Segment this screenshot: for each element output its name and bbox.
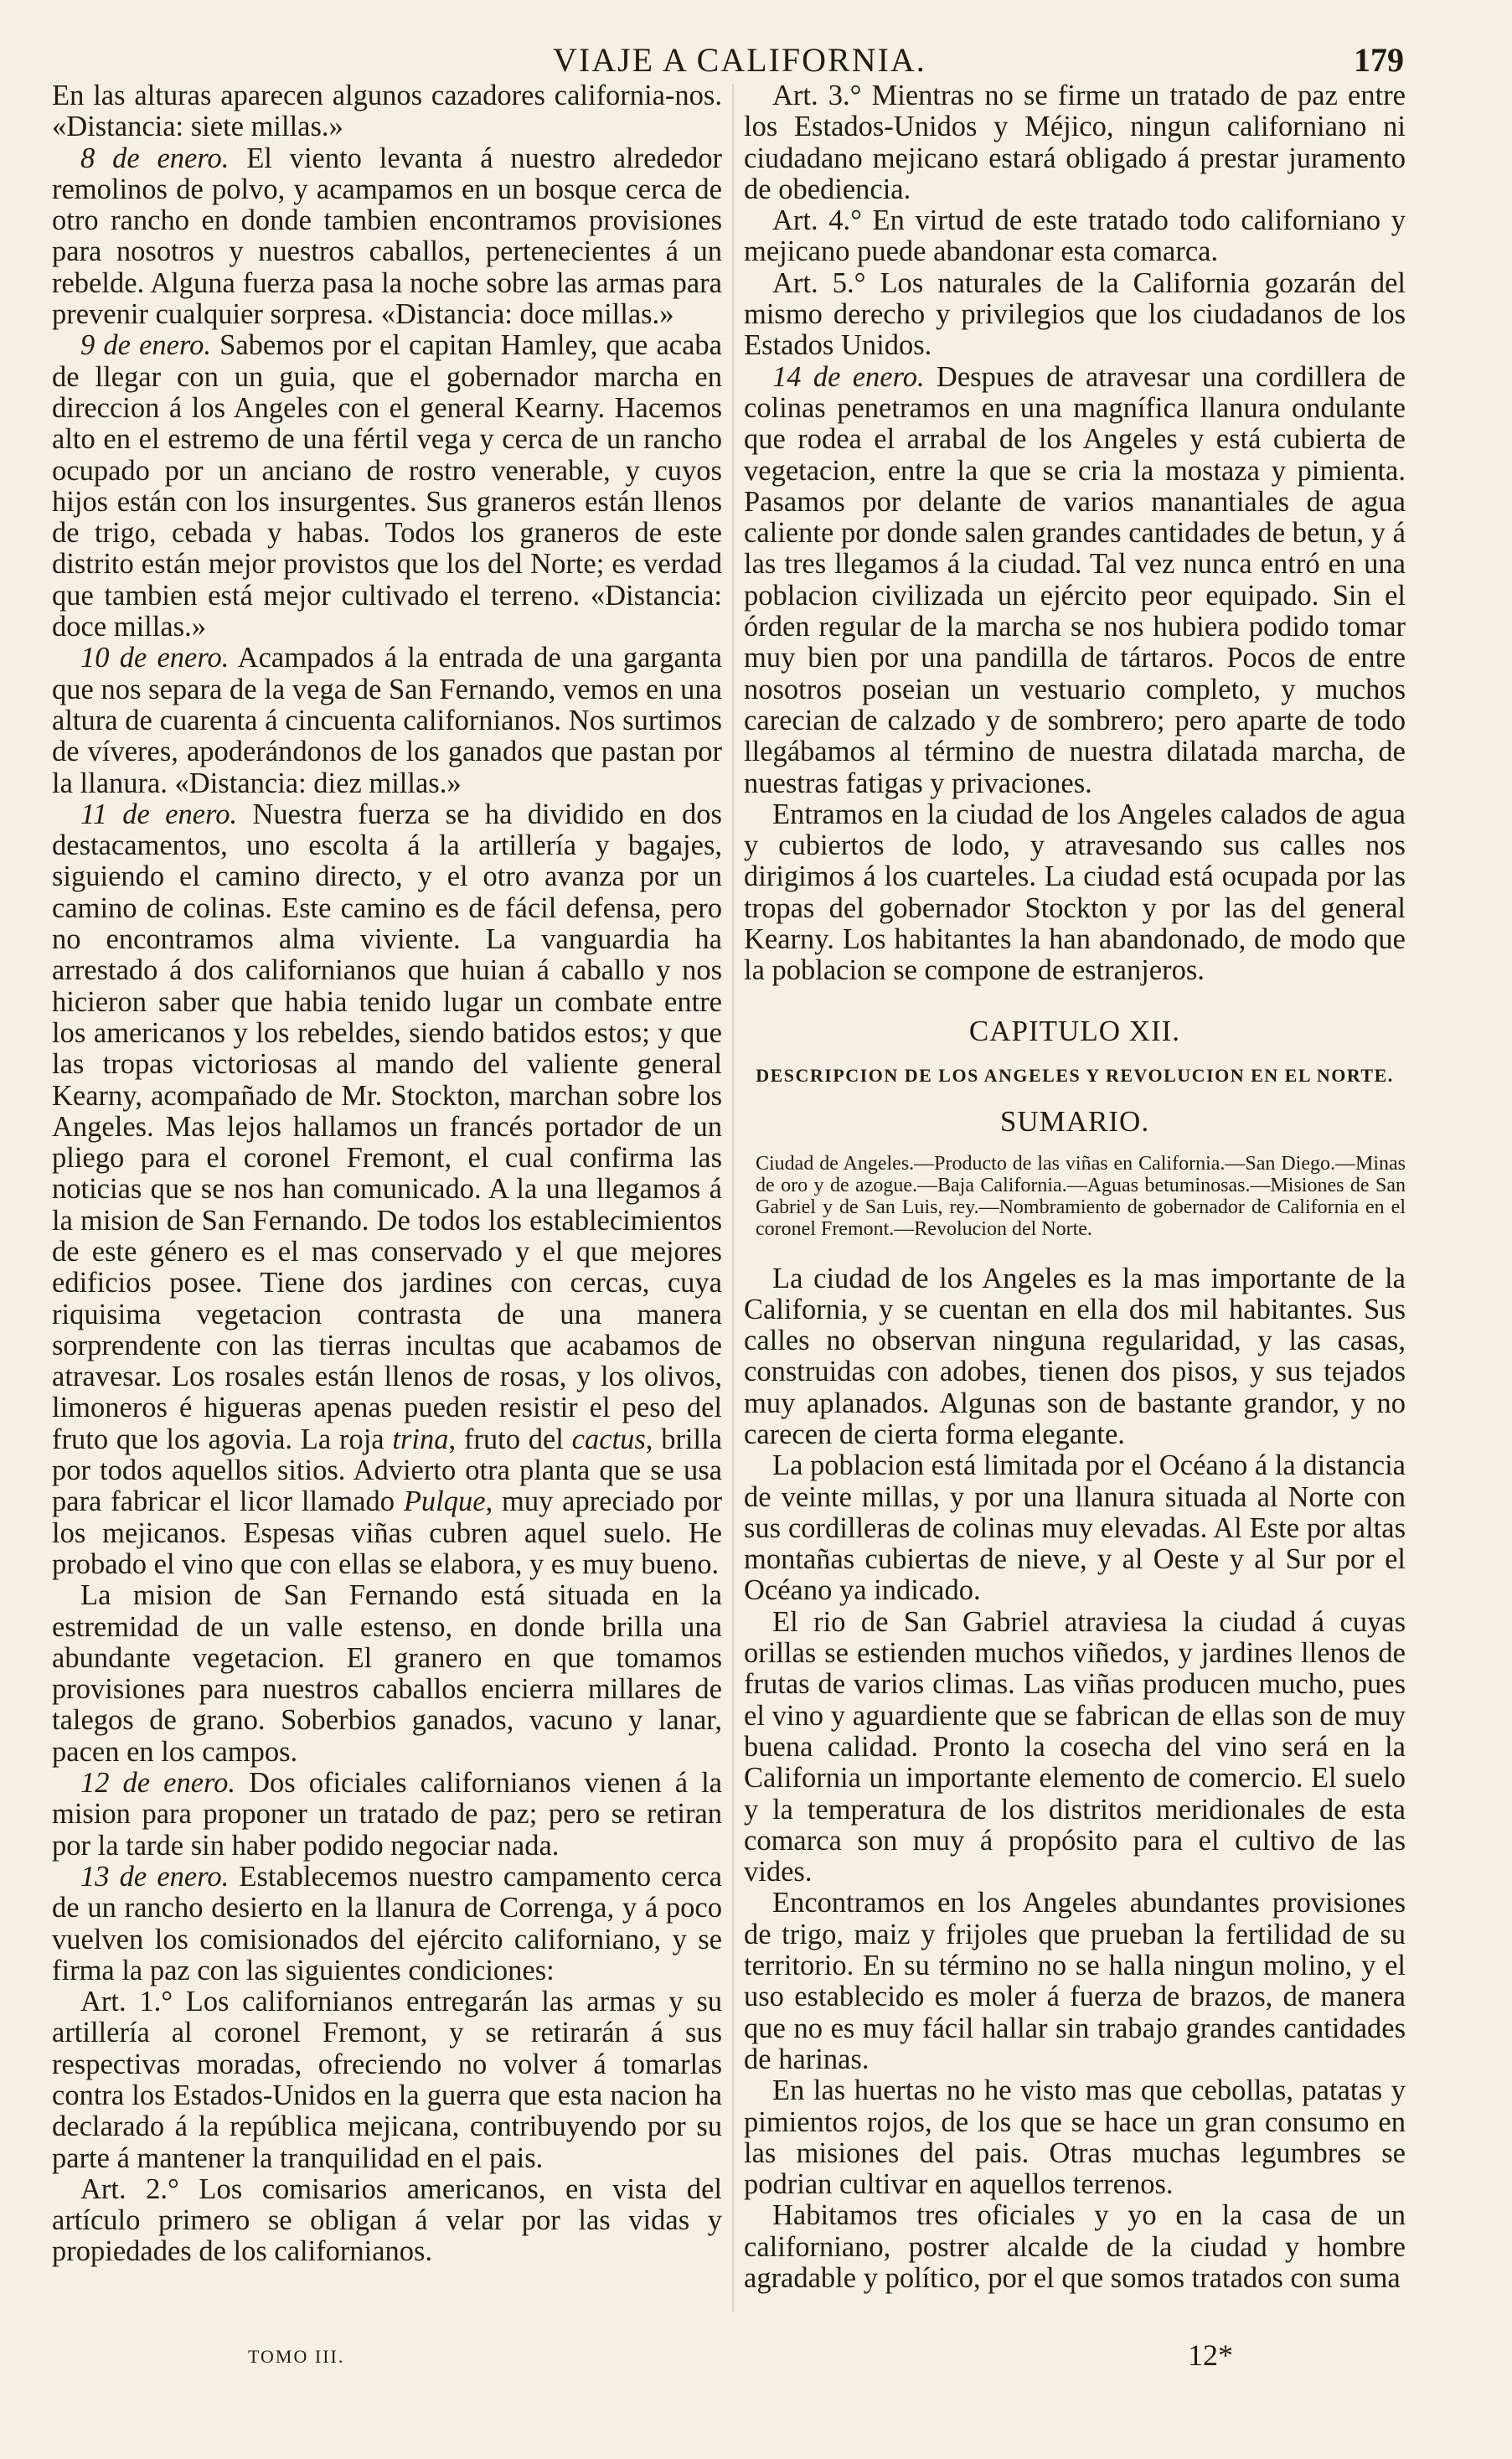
paragraph: Entramos en la ciudad de los Angeles calados de agua y cubiertos de lodo, y atravesando sus calles nos dirigimos á los cuarteles. La ciudad está ocupada por las tropas del gobernador Stockton y por las del general Kearny. Los habitantes la han abandonado, de modo que la poblacion se compone de estranjeros. (744, 798, 1406, 987)
paragraph (52, 143, 722, 331)
chapter-subtitle: DESCRIPCION DE LOS ANGELES Y REVOLUCION EN EL NORTE. (756, 1064, 1394, 1086)
paragraph: Art. 1.° Los californianos entregarán las armas y su artillería al coronel Fremont, y se retirarán á sus respectivas moradas, ofreciendo no volver á tomarlas contra los Estados-Unidos en la guerra que esta nacion ha declarado á la república mejicana, contribuyendo por su parte á mantener la tranquilidad en el pais. (52, 1986, 722, 2174)
date-label: 12 de enero. (80, 1767, 236, 1800)
left-column (52, 80, 722, 2268)
page-header (0, 30, 1512, 80)
paragraph-text: , brilla por todos aquellos sitios. Advierto otra planta que se usa para fabricar el licor llamado (52, 1423, 723, 1518)
paragraph: Art. 2.° Los comisarios americanos, en vista del artículo primero se obligan á velar por las vidas y propiedades de los californianos. (52, 2172, 722, 2268)
paragraph-text: Nuestra fuerza se ha dividido en dos destacamentos, uno escolta á la artillería y bagajes, siguiendo el camino directo, y el otro avanza por un camino de colinas. Este camino es de fácil defensa, pero no encontramos alma viviente. La vanguardia ha arrestado á dos californianos que huian á caballo y nos hicieron saber que habia tenido lugar un combate entre los americanos y los rebeldes, siendo batidos estos; y que las tropas victoriosas al mando del valiente general Kearny, acompañado de Mr. Stockton, marchan sobre los Angeles. Mas lejos hallamos un francés portador de un pliego para el coronel Fremont, el cual confirma las noticias que se nos han comunicado. A la una llegamos á la mision de San Fernando. De todos los establecimientos de este género es el mas conservado y el que mejores edificios posee. Tiene dos jardines con cercas, cuya riquisima vegetacion contrasta de una manera sorprendente con las tierras incultas que acabamos de atravesar. Los rosales están llenos de rosas, y los olivos, limoneros é higueras apenas pueden resistir el peso del fruto que los agovia. La roja (52, 798, 722, 1455)
column-divider (732, 84, 734, 2312)
paragraph: La ciudad de los Angeles es la mas importante de la California, y se cuentan en ella dos mil habitantes. Sus calles no observan ninguna regularidad, y las casas, construidas con adobes, tienen dos pisos, y sus tejados muy aplanados. Algunas son de bastante grandor, y no carecen de cierta forma elegante. (744, 1262, 1406, 1450)
paragraph: La poblacion está limitada por el Océano á la distancia de veinte millas, y por una llanura situada al Norte con sus cordilleras de colinas muy elevadas. Al Este por altas montañas cubiertas de nieve, y al Oeste y al Sur por el Océano ya indicado. (744, 1449, 1406, 1607)
page-number: 179 (1354, 41, 1404, 79)
paragraph: En las huertas no he visto mas que cebollas, patatas y pimientos rojos, de los que se hace un gran consumo en las misiones del pais. Otras muchas legumbres se podrian cultivar en aquellos terrenos. (744, 2074, 1406, 2201)
paragraph: Habitamos tres oficiales y yo en la casa de un californiano, postrer alcalde de la ciudad y hombre agradable y político, por el que somos tratados con suma (744, 2199, 1406, 2294)
running-head: VIAJE A CALIFORNIA. (553, 41, 926, 79)
paragraph: Art. 5.° Los naturales de la California gozarán del mismo derecho y privilegios que los ciudadanos de los Estados Unidos. (744, 266, 1406, 362)
paragraph (52, 330, 722, 643)
paragraph (744, 362, 1406, 799)
paragraph-text: Despues de atravesar una cordillera de colinas penetramos en una magnífica llanura ondulante que rodea el arrabal de los Angeles y está cubierta de vegetacion, entre la que se cria la mostaza y pimienta. Pasamos por delante de varios manantiales de agua caliente por donde salen grandes cantidades de betun, y á las tres llegamos á la ciudad. Tal vez nunca entró en una poblacion civilizada un ejército peor equipado. Sin el órden regular de la marcha se nos hubiera podido tomar muy bien por una pandilla de tártaros. Pocos de entre nosotros poseian un vestuario completo, y muchos carecian de calzado y de sombrero; pero aparte de todo llegábamos al término de nuestra dilatada marcha, de nuestras fatigas y privaciones. (744, 360, 1406, 799)
paragraph-text: Dos oficiales californianos vienen á la mision para proponer un tratado de paz; pero se retiran por la tarde sin haber podido negociar nada. (52, 1767, 722, 1862)
paragraph-text: Establecemos nuestro campamento cerca de un rancho desierto en la llanura de Correnga, y á poco vuelven los comisionados del ejército californiano, y se firma la paz con las siguientes condiciones: (52, 1860, 722, 1986)
paragraph-text: , fruto del (448, 1423, 572, 1455)
date-label: 8 de enero. (80, 142, 230, 174)
date-label: 11 de enero. (80, 798, 238, 830)
paragraph (52, 1862, 722, 1986)
paragraph: El rio de San Gabriel atraviesa la ciudad á cuyas orillas se estienden muchos viñedos, y jardines llenos de frutas de varios climas. Las viñas producen mucho, pues el vino y aguardiente que se fabrican de ellas son de muy buena calidad. Pronto la cosecha del vino será en la California un importante elemento de comercio. El suelo y la temperatura de los distritos meridionales de esta comarca son muy á propósito para el cultivo de las vides. (744, 1605, 1406, 1888)
paragraph: En las alturas aparecen algunos cazadores california-nos. «Distancia: siete millas.» (52, 80, 722, 143)
italic-term: trina (392, 1423, 449, 1455)
footer-signature: 12* (1188, 2338, 1233, 2372)
footer-volume: TOMO III. (248, 2346, 345, 2367)
paragraph-text: El viento levanta á nuestro alrededor remolinos de polvo, y acampamos en un bosque cerca de otro rancho en donde tambien encontramos provisiones para nosotros y nuestros caballos, pertenecientes á un rebelde. Alguna fuerza pasa la noche sobre las armas para prevenir cualquier sorpresa. «Distancia: doce millas.» (52, 142, 722, 331)
summary-heading: SUMARIO. (999, 1105, 1150, 1139)
paragraph: Encontramos en los Angeles abundantes provisiones de trigo, maiz y frijoles que prueban la fertilidad de su territorio. En su término no se halla ningun molino, y el uso establecido es moler á fuerza de brazos, de manera que no es muy fácil hallar sin trabajo grandes cantidades de harinas. (744, 1887, 1406, 2075)
date-label: 14 de enero. (772, 360, 925, 393)
italic-term: Pulque (403, 1485, 486, 1518)
paragraph (52, 799, 722, 1580)
right-column (744, 80, 1406, 2294)
italic-term: cactus (571, 1423, 646, 1455)
date-label: 10 de enero. (80, 642, 230, 674)
paragraph (52, 1768, 722, 1862)
paragraph-text: Acampados á la entrada de una garganta que nos separa de la vega de San Fernando, vemos en una altura de cuarenta á cincuenta californianos. Nos surtimos de víveres, apoderándonos de los ganados que pastan por la llanura. «Distancia: diez millas.» (52, 642, 722, 799)
date-label: 13 de enero. (80, 1860, 230, 1893)
date-label: 9 de enero. (80, 329, 211, 362)
chapter-title: CAPITULO XII. (968, 1014, 1181, 1047)
paragraph (52, 643, 722, 798)
paragraph-text: Sabemos por el capitan Hamley, que acaba de llegar con un guia, que el gobernador marcha en direccion á los Angeles con el general Kearny. Hacemos alto en el estremo de una fértil vega y cerca de un rancho ocupado por un anciano de rostro venerable, y cuyos hijos están con los insurgentes. Sus graneros están llenos de trigo, cebada y habas. Todos los graneros de este distrito están mejor provistos que los del Norte; es verdad que tambien está mejor cultivado el terreno. «Distancia: doce millas.» (52, 329, 722, 643)
paragraph: La mision de San Fernando está situada en la estremidad de un valle estenso, en donde brilla una abundante vegetacion. El granero en que tomamos provisiones para nuestros caballos encierra millares de talegos de grano. Soberbios ganados, vacuno y lanar, pacen en los campos. (52, 1579, 722, 1768)
summary-text: Ciudad de Angeles.—Producto de las viñas en California.—San Diego.—Minas de oro y de azogue.—Baja California.—Aguas betuminosas.—Misiones de San Gabriel y de San Luis, rey.—Nombramiento de gobernador de California en el coronel Fremont.—Revolucion del Norte. (756, 1152, 1406, 1240)
paragraph: Art. 3.° Mientras no se firme un tratado de paz entre los Estados-Unidos y Méjico, ningun californiano ni ciudadano mejicano estará obligado á prestar juramento de obediencia. (744, 80, 1406, 205)
paragraph-text: , muy apreciado por los mejicanos. Espesas viñas cubren aquel suelo. He probado el vino que con ellas se elabora, y es muy bueno. (52, 1485, 722, 1580)
paragraph: Art. 4.° En virtud de este tratado todo californiano y mejicano puede abandonar esta comarca. (744, 204, 1406, 268)
